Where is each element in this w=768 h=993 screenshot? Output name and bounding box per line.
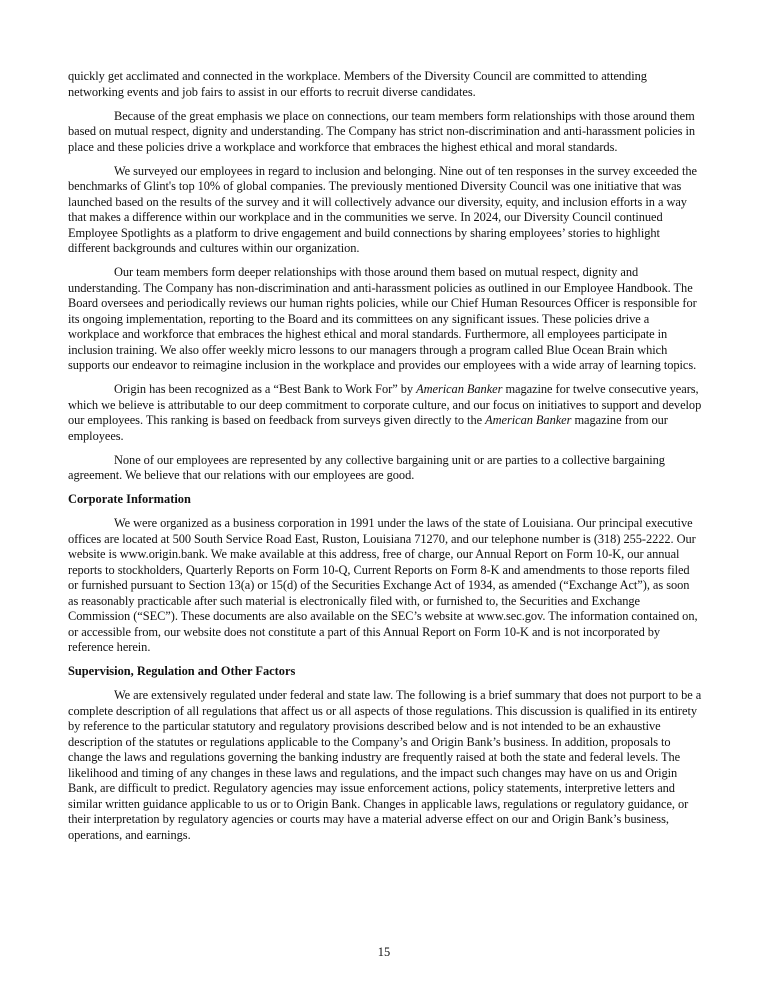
heading-supervision-regulation: Supervision, Regulation and Other Factors xyxy=(68,664,296,678)
best-bank-text-1: Origin has been recognized as a “Best Bank to Work For” by xyxy=(114,382,417,396)
paragraph-best-bank xyxy=(68,382,702,444)
paragraph-corporate-information: We were organized as a business corporation in 1991 under the laws of the state of Louisiana. Our principal executive offices are located at 500 South Service Road East, Ruston, Louisiana 71270, and our telephone number is (318) 255-2222. Our website is www.origin.bank. We make available at this address, free of charge, our Annual Report on Form 10-K, our annual reports to stockholders, Quarterly Reports on Form 10-Q, Current Reports on Form 8-K and amendments to those reports filed or furnished pursuant to Section 13(a) or 15(d) of the Securities Exchange Act of 1934, as amended (“Exchange Act”), as soon as reasonably practicable after such material is electronically filed with, or furnished to, the Securities and Exchange Commission (“SEC”). These documents are also available on the SEC’s website at www.sec.gov. The information contained on, or accessible from, our website does not constitute a part of this Annual Report on Form 10-K and is not incorporated by reference herein. xyxy=(68,516,698,654)
heading-corporate-information: Corporate Information xyxy=(68,492,191,506)
publication-name: American Banker xyxy=(485,413,572,427)
paragraph-connections: Because of the great emphasis we place on connections, our team members form relationships with those around them based on mutual respect, dignity and understanding. The Company has strict non-discrimination and anti-harassment policies in place and these policies drive a workplace and workforce that embraces the highest ethical and moral standards. xyxy=(68,108,696,154)
document-page xyxy=(68,69,702,852)
best-bank-text-3: magazine from our employees. xyxy=(68,413,668,443)
publication-name: American Banker xyxy=(416,382,503,396)
paragraph-diversity-council-continued: quickly get acclimated and connected in the workplace. Members of the Diversity Council are committed to attending networking events and job fairs to assist in our efforts to recruit diverse candidates. xyxy=(68,69,647,99)
page-number: 15 xyxy=(377,945,391,959)
paragraph-survey: We surveyed our employees in regard to inclusion and belonging. Nine out of ten responses in the survey exceeded the benchmarks of Glint's top 10% of global companies. The previously mentioned Diversity Council was one initiative that was launched based on the results of the survey and it will collectively advance our diversity, equity, and inclusion efforts in a way that makes a difference within our workplace and in the communities we serve. In 2024, our Diversity Council continued Employee Spotlights as a platform to drive engagement and build connections by sharing employees’ stories to highlight different backgrounds and cultures within our organization. xyxy=(68,163,697,255)
paragraph-collective-bargaining: None of our employees are represented by any collective bargaining unit or are parties to a collective bargaining agreement. We believe that our relations with our employees are good. xyxy=(68,452,665,482)
best-bank-text-2: magazine for twelve consecutive years, which we believe is attributable to our deep commitment to corporate culture, and our focus on initiatives to support and develop our employees. This ranking is based on feedback from surveys given directly to the xyxy=(68,382,702,427)
paragraph-supervision-regulation: We are extensively regulated under federal and state law. The following is a brief summary that does not purport to be a complete description of all regulations that affect us or all aspects of those regulations. This discussion is qualified in its entirety by reference to the particular statutory and regulatory provisions described below and is not intended to be an exhaustive description of the statutes or regulations applicable to the Company’s and Origin Bank’s business. In addition, proposals to change the laws and regulations governing the banking industry are frequently raised at both the state and federal levels. The likelihood and timing of any changes in these laws and regulations, and the impact such changes may have on us and Origin Bank, are difficult to predict. Regulatory agencies may issue enforcement actions, policy statements, interpretive letters and similar written guidance applicable to us or to Origin Bank. Changes in applicable laws, regulations or regulatory guidance, or their interpretation by regulatory agencies or courts may have a material adverse effect on our and Origin Bank’s business, operations, and earnings. xyxy=(68,688,702,842)
paragraph-relationships: Our team members form deeper relationships with those around them based on mutual respect, dignity and understanding. The Company has non-discrimination and anti-harassment policies as outlined in our Employee Handbook. The Board oversees and periodically reviews our human rights policies, while our Chief Human Resources Officer is responsible for its ongoing implementation, reporting to the Board and its committees on any significant issues. These policies drive a workplace and workforce that embraces the highest ethical and moral standards. Furthermore, all employees participate in inclusion training. We also offer weekly micro lessons to our managers through a program called Blue Ocean Brain which supports our endeavor to reimagine inclusion in the workplace and provides our employees with a wide array of learning topics. xyxy=(68,265,697,372)
